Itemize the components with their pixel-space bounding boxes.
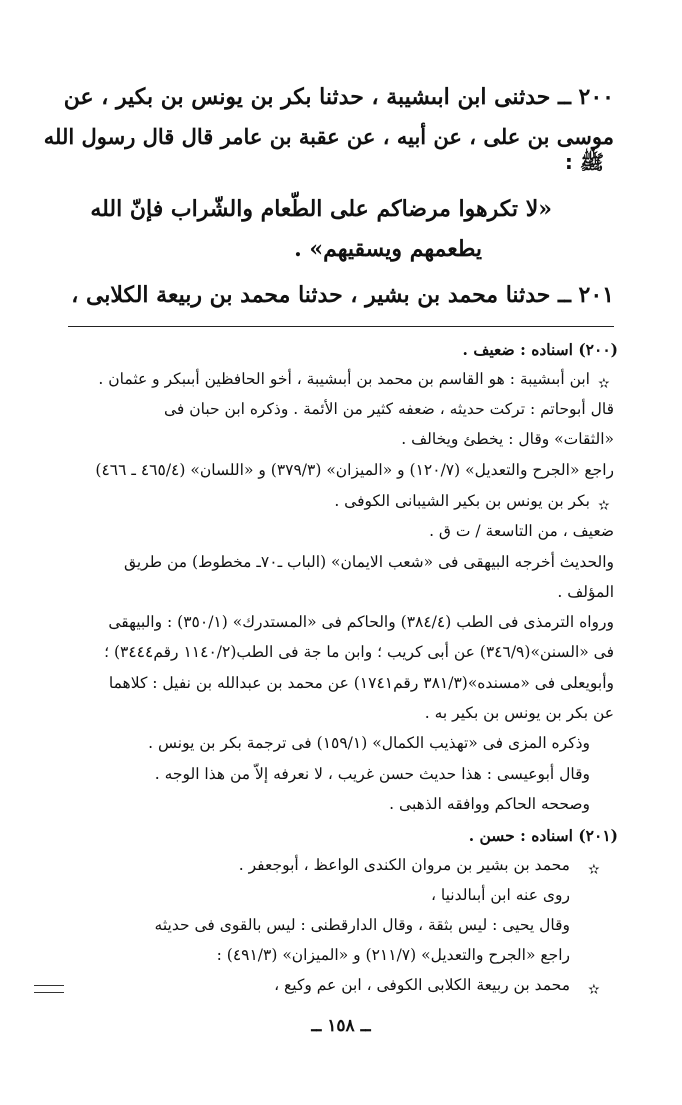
salutation-glyph: ﷺ : xyxy=(564,150,604,174)
margin-mark xyxy=(34,985,64,993)
footnote-line: راجع «الجرح والتعديل» (٢١١/٧) و «الميزان» (٤٩١/٣) : xyxy=(216,946,570,964)
footnote-line: عن بكر بن يونس بن بكير به . xyxy=(424,704,614,722)
footnote-line: بكر بن يونس بن بكير الشيبانى الكوفى . xyxy=(334,492,590,510)
footnote-line: والحديث أخرجه البيهقى فى «شعب الايمان» (الباب ـ٧٠ـ مخطوط) من طريق xyxy=(123,553,614,571)
footnote-200-heading: (٢٠٠) اسناده : ضعيف . xyxy=(462,340,618,359)
footnote-line: قال أبوحاتم : تركت حديثه ، ضعفه كثير من الأئمة . وذكره ابن حبان فى xyxy=(163,400,614,418)
hadith-200-line-1: ٢٠٠ ــ حدثنى ابن ابىشيبة ، حدثنا بكر بن يونس بن بكير ، عن xyxy=(63,84,614,110)
page-number: ــ ١٥٨ ــ xyxy=(311,1016,371,1036)
footnote-line: ورواه الترمذى فى الطب (٣٨٤/٤) والحاكم فى «المستدرك» (٣٥٠/١) : والبيهقى xyxy=(108,613,614,631)
footnote-line: محمد بن بشير بن مروان الكندى الواعظ ، أبوجعفر . xyxy=(238,856,570,874)
footnote-line: ابن أبىشيبة : هو القاسم بن محمد بن أبىشيبة ، أخو الحافظين أبىبكر و عثمان . xyxy=(98,370,590,388)
hadith-200-line-5: يطعمهم ويسقيهم» . xyxy=(294,236,482,262)
footnote-line: «الثقات» وقال : يخطئ ويخالف . xyxy=(401,430,614,448)
hadith-200-line-2: موسى بن على ، عن أبيه ، عن عقبة بن عامر قال قال رسول الله xyxy=(43,124,614,149)
star-icon: ✫ xyxy=(588,862,600,878)
footnote-line: روى عنه ابن أبىالدنيا ، xyxy=(430,886,570,904)
star-icon: ✫ xyxy=(598,376,610,392)
footnote-line: وقال أبوعيسى : هذا حديث حسن غريب ، لا نعرفه إلاّ من هذا الوجه . xyxy=(154,765,590,783)
footnote-line: وأبويعلى فى «مسنده»(٣٨١/٣ رقم١٧٤١) عن محمد بن عبدالله بن نفيل : كلاهما xyxy=(108,674,614,692)
footnote-line: المؤلف . xyxy=(557,583,614,601)
footnote-line: فى «السنن»(٣٤٦/٩) عن أبى كريب ؛ وابن ما جة فى الطب(١١٤٠/٢ رقم٣٤٤٤) ؛ xyxy=(104,643,614,661)
star-icon: ✫ xyxy=(588,982,600,998)
footnote-separator xyxy=(68,326,614,327)
hadith-200-line-4: «لا تكرهوا مرضاكم على الطّعام والشّراب فإنّ الله xyxy=(90,196,552,222)
footnote-line: وقال يحيى : ليس بثقة ، وقال الدارقطنى : ليس بالقوى فى حديثه xyxy=(154,916,570,934)
footnote-line: وصححه الحاكم ووافقه الذهبى . xyxy=(389,795,590,813)
footnote-line: ضعيف ، من التاسعة / ت ق . xyxy=(429,522,614,540)
star-icon: ✫ xyxy=(598,498,610,514)
footnote-line: راجع «الجرح والتعديل» (١٢٠/٧) و «الميزان» (٣٧٩/٣) و «اللسان» (٤٦٥/٤ ـ ٤٦٦) xyxy=(95,461,614,479)
footnote-line: وذكره المزى فى «تهذيب الكمال» (١٥٩/١) فى ترجمة بكر بن يونس . xyxy=(148,734,590,752)
footnote-201-heading: (٢٠١) اسناده : حسن . xyxy=(468,826,618,845)
footnote-line: محمد بن ربيعة الكلابى الكوفى ، ابن عم وكيع ، xyxy=(274,976,570,994)
hadith-201-line-1: ٢٠١ ــ حدثنا محمد بن بشير ، حدثنا محمد بن ربيعة الكلابى ، xyxy=(71,282,614,308)
